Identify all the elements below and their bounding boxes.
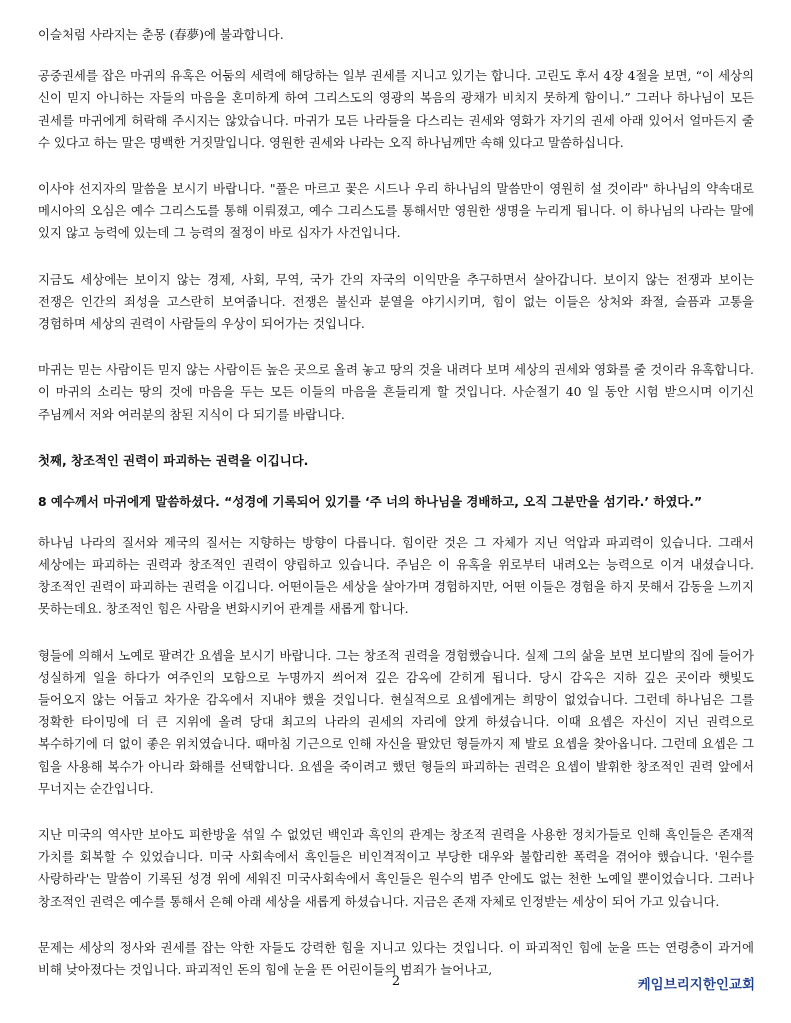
scripture-verse: 8 예수께서 마귀에게 말씀하셨다. “성경에 기록되어 있기를 ‘주 너의 하나님을 경배하고, 오직 그분만을 섬기라.’ 하였다.” <box>38 493 703 509</box>
paragraph-7: 형들에 의해서 노예로 팔려간 요셉을 보시기 바랍니다. 그는 창조적 권력을 경험했습니다. 실제 그의 삶을 보면 보디발의 집에 들어가 성실하게 일을 하다가 여주인의 모함으로 누명까지 씌어져 깊은 감옥에 갇히게 됩니다. 당시 감옥은 지하 깊은 곳이라 햇빛도 들어오지 않는 어둡고 차가운 감옥에서 지내야 했을 것입니다. 현실적으로 요셉에게는 희망이 없었습니다. 그런데 하나님은 그를 정확한 타이밍에 더 큰 지위에 올려 당대 최고의 나라의 권세의 자리에 앉게 하셨습니다. 이때 요셉은 자신이 지닌 권력으로 복수하기에 더 없이 좋은 위치였습니다. 때마침 기근으로 인해 자신을 팔았던 형들까지 제 발로 요셉을 찾아옵니다. 그런데 요셉은 그 힘을 사용해 복수가 아니라 화해를 선택합니다. 요셉을 죽이려고 했던 형들의 파괴하는 권력은 요셉이 발휘한 창조적인 권력 앞에서 무너지는 순간입니다. <box>38 647 754 796</box>
paragraph-6: 하나님 나라의 질서와 제국의 질서는 지향하는 방향이 다릅니다. 힘이란 것은 그 자체가 지닌 억압과 파괴력이 있습니다. 그래서 세상에는 파괴하는 권력과 창조적인 권력이 양립하고 있습니다. 주님은 이 유혹을 위로부터 내려오는 능력으로 이겨 내셨습니다. 창조적인 권력이 파괴하는 권력을 이깁니다. 어떤이들은 세상을 살아가며 경험하지만, 어떤 이들은 경험을 하지 못해서 감동을 느끼지 못하는데요. 창조적인 힘은 사람을 변화시키어 관계를 새롭게 합니다. <box>38 534 754 617</box>
paragraph-3: 이사야 선지자의 말씀을 보시기 바랍니다. "풀은 마르고 꽃은 시드나 우리 하나님의 말씀만이 영원히 설 것이라" 하나님의 약속대로 메시아의 오심은 예수 그리스도를 통해 이뤄졌고, 예수 그리스도를 통해서만 영원한 생명을 누리게 됩니다. 이 하나님의 나라는 말에 있지 않고 능력에 있는데 그 능력의 절정이 바로 십자가 사건입니다. <box>38 181 754 241</box>
church-name: 케임브리지한인교회 <box>637 977 755 993</box>
paragraph-4: 지금도 세상에는 보이지 않는 경제, 사회, 무역, 국가 간의 자국의 이익만을 추구하면서 살아갑니다. 보이지 않는 전쟁과 보이는 전쟁은 인간의 죄성을 고스란히 보여줍니다. 전쟁은 불신과 분열을 야기시키며, 힘이 없는 이들은 상처와 좌절, 슬픔과 고통을 경험하며 세상의 권력이 사람들의 우상이 되어가는 것입니다. <box>38 271 754 332</box>
section-heading: 첫째, 창조적인 권력이 파괴하는 권력을 이깁니다. <box>38 452 309 468</box>
paragraph-2: 공중권세를 잡은 마귀의 유혹은 어둠의 세력에 해당하는 일부 권세를 지니고 있기는 합니다. 고린도 후서 4장 4절을 보면, “이 세상의 신이 믿지 아니하는 자들의 마음을 혼미하게 하여 그리스도의 영광의 복음의 광채가 비치지 못하게 함이니.” 그러나 하나님이 모든 권세를 마귀에게 허락해 주시지는 않았습니다. 마귀가 모든 나라들을 다스리는 권세와 영화가 자기의 권세 아래 있어서 얼마든지 줄 수 있다고 하는 말은 명백한 거짓말입니다. 영원한 권세와 나라는 오직 하나님께만 속해 있다고 말씀하십니다. <box>38 68 754 150</box>
paragraph-5: 마귀는 믿는 사람이든 믿지 않는 사람이든 높은 곳으로 올려 놓고 땅의 것을 내려다 보며 세상의 권세와 영화를 줄 것이라 유혹합니다. 이 마귀의 소리는 땅의 것에 마음을 두는 모든 이들의 마음을 흔들리게 할 것입니다. 사순절기 40 일 동안 시험 받으시며 이기신 주님께서 저와 여러분의 참된 지식이 다 되기를 바랍니다. <box>38 362 754 422</box>
paragraph-1: 이슬처럼 사라지는 춘몽 (春夢)에 불과합니다. <box>38 27 284 42</box>
page-number: 2 <box>391 974 401 989</box>
document-body <box>38 24 754 1005</box>
paragraph-8: 지난 미국의 역사만 보아도 피한방울 섞일 수 없었던 백인과 흑인의 관계는 창조적 권력을 사용한 정치가들로 인해 흑인들은 존재적 가치를 회복할 수 있었습니다. 미국 사회속에서 흑인들은 비인격적이고 부당한 대우와 불합리한 폭력을 겪어야 했습니다. '원수를 사랑하라'는 말씀이 기록된 성경 위에 세워진 미국사회속에서 흑인들은 원수의 범주 안에도 없는 천한 노예일 뿐이었습니다. 그러나 창조적인 권력은 예수를 통해서 은혜 아래 세상을 새롭게 하셨습니다. 지금은 존재 자체로 인정받는 세상이 되어 가고 있습니다. <box>38 827 754 909</box>
paragraph-9: 문제는 세상의 정사와 권세를 잡는 악한 자들도 강력한 힘을 지니고 있다는 것입니다. 이 파괴적인 힘에 눈을 뜨는 연령층이 과거에 비해 낮아졌다는 것입니다. 파괴적인 돈의 힘에 눈을 뜬 어린이들의 범죄가 늘어나고, <box>38 939 754 978</box>
